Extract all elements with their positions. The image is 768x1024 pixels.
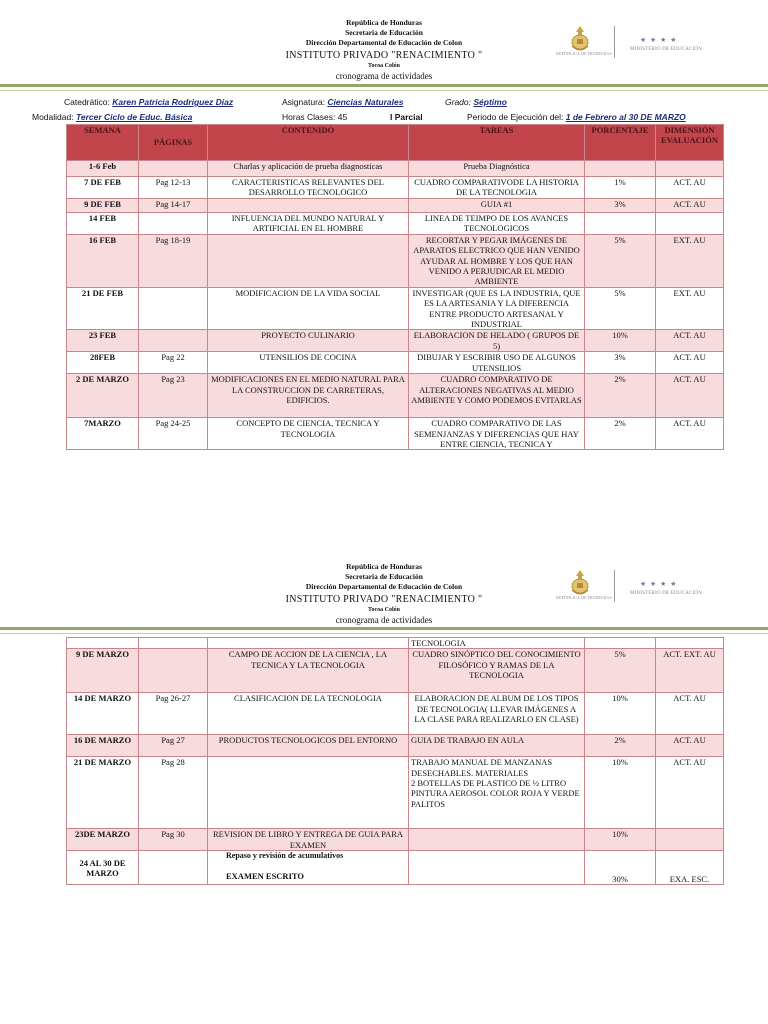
pages-cell: Pag 22 [139,352,208,374]
city-text: Tocoa Colón [368,607,400,613]
content-cell: INFLUENCIA DEL MUNDO NATURAL Y ARTIFICIAL EN EL HOMBRE [208,213,409,235]
week-cell: 21 DE FEB [67,287,139,329]
evaluation-cell: ACT. AU [656,352,724,374]
doc-title: cronograma de actividades [335,71,433,81]
percent-cell: 5% [585,287,656,329]
week-cell: 23DE MARZO [67,829,139,851]
content-cell [208,757,409,829]
col-evaluation: DIMENSIÓN EVALUACIÓN [656,125,724,161]
evaluation-cell: ACT. AU [656,735,724,757]
table-row [67,213,724,235]
tasks-cell: CUADRO COMPARATIVODE LA HISTORIA DE LA TECNOLOGIA [409,177,585,199]
period-value: 1 de Febrero al 30 DE MARZO [565,112,686,122]
percent-cell: 10% [585,757,656,829]
tasks-cell: RECORTAR Y PEGAR IMÁGENES DE APARATOS ELECTRICO QUE HAN VENIDO AYUDAR AL HOMBRE Y LOS QUE HAN VENIDO A PERJUDICAR EL MEDIO AMBIENTE [409,235,585,288]
week-cell: 14 FEB [67,213,139,235]
table-row [67,829,724,851]
direction-text: Dirección Departamental de Educación de Colon [305,582,463,591]
subject-name: Ciencias Naturales [327,97,404,107]
page-header-1 [0,14,768,110]
table-row [67,851,724,885]
week-cell: 16 DE MARZO [67,735,139,757]
crest-caption: REPÚBLICA DE HONDURAS [556,51,612,56]
evaluation-cell: EXT. AU [656,287,724,329]
evaluation-cell: ACT. AU [656,330,724,352]
table-row [67,649,724,693]
hours-info: Horas Clases: 45 [282,112,348,122]
review-text: Repaso y revisión de acumulativos [226,851,344,861]
percent-cell: 10% [585,693,656,735]
pages-cell: Pag 12-13 [139,177,208,199]
doc-title: cronograma de actividades [335,615,433,625]
content-cell: PRODUCTOS TECNOLOGICOS DEL ENTORNO [208,735,409,757]
week-cell: 7 DE FEB [67,177,139,199]
evaluation-cell: EXA. ESC. [656,851,724,885]
pages-cell: Pag 14-17 [139,199,208,213]
header-subrule-1 [0,90,768,91]
secretary-text: Secretaria de Educación [345,28,423,37]
ministry-text: MINISTERIO DE EDUCACIÓN [629,47,703,52]
crest-caption: REPÚBLICA DE HONDURAS [556,595,612,600]
col-tasks: TAREAS [409,125,585,161]
percent-cell [585,213,656,235]
content-cell: CAMPO DE ACCION DE LA CIENCIA , LA TECNICA Y LA TECNOLOGIA [208,649,409,693]
table-row [67,177,724,199]
republic-text: República de Honduras [346,562,422,571]
header-rule-2 [0,627,768,630]
week-cell: 7MARZO [67,418,139,450]
col-percent: PORCENTAJE [585,125,656,161]
table-row [67,235,724,288]
ministry-stars: ★ ★ ★ ★ [640,36,678,44]
pages-cell: Pag 23 [139,374,208,418]
evaluation-cell: ACT. AU [656,199,724,213]
pages-cell: Pag 24-25 [139,418,208,450]
content-cell: Charlas y aplicación de prueba diagnosticas [208,161,409,177]
grade-value: Séptimo [473,97,507,107]
week-cell: 21 DE MARZO [67,757,139,829]
percent-cell: 2% [585,418,656,450]
tasks-cell: LINEA DE TEIMPO DE LOS AVANCES TECNOLOGICOS [409,213,585,235]
pages-cell [139,330,208,352]
content-cell: UTENSILIOS DE COCINA [208,352,409,374]
schedule-table-2 [66,637,724,885]
city-text: Tocoa Colón [368,63,400,69]
ministry-text: MINISTERIO DE EDUCACIÓN [629,591,703,596]
percent-cell: 5% [585,235,656,288]
pages-cell: Pag 26-27 [139,693,208,735]
week-cell: 28FEB [67,352,139,374]
content-cell: CONCEPTO DE CIENCIA, TECNICA Y TECNOLOGIA [208,418,409,450]
evaluation-cell: ACT. EXT. AU [656,649,724,693]
evaluation-cell [656,213,724,235]
pages-cell [139,851,208,885]
week-cell: 14 DE MARZO [67,693,139,735]
week-cell: 23 FEB [67,330,139,352]
continued-task-text: TECNOLOGIA [409,638,585,649]
percent-cell: 3% [585,352,656,374]
percent-cell: 10% [585,330,656,352]
content-cell: PROYECTO CULINARIO [208,330,409,352]
content-cell: CLASIFICACION DE LA TECNOLOGIA [208,693,409,735]
tasks-cell: INVESTIGAR (QUE ES LA INDUSTRIA, QUE ES LA ARTESANIA Y LA DIFERENCIA ENTRE PRODUCTO ARTESANAL Y INDUSTRIAL [409,287,585,329]
evaluation-cell: ACT. AU [656,693,724,735]
week-cell: 16 FEB [67,235,139,288]
percent-cell: 1% [585,177,656,199]
table-row [67,693,724,735]
col-content: CONTENIDO [208,125,409,161]
tasks-cell [409,851,585,885]
evaluation-cell: ACT. AU [656,374,724,418]
subject-info: Asignatura: Ciencias Naturales [282,97,404,107]
table-row [67,352,724,374]
col-pages: PÁGINAS [139,125,208,161]
teacher-name: Karen Patricia Rodriguez Diaz [112,97,234,107]
percent-cell: 30% [585,851,656,885]
content-cell: MODIFICACIONES EN EL MEDIO NATURAL PARA LA CONSTRUCCION DE CARRETERAS, EDIFICIOS. [208,374,409,418]
pages-cell: Pag 28 [139,757,208,829]
table-row [67,287,724,329]
pages-cell: Pag 27 [139,735,208,757]
institute-title: INSTITUTO PRIVADO "RENACIMIENTO " [285,594,483,605]
tasks-cell: TRABAJO MANUAL DE MANZANAS DESECHABLES. MATERIALES 2 BOTELLAS DE PLASTICO DE ½ LITRO PINTURA AEROSOL COLOR ROJA Y VERDE PALITOS [409,757,585,829]
week-cell: 9 DE FEB [67,199,139,213]
period-info: Periodo de Ejecución del: 1 de Febrero al 30 DE MARZO [467,112,686,122]
week-cell: 2 DE MARZO [67,374,139,418]
col-week: SEMANA [67,125,139,161]
pages-cell: Pag 30 [139,829,208,851]
evaluation-cell [656,161,724,177]
evaluation-cell: ACT. AU [656,757,724,829]
content-cell: REVISION DE LIBRO Y ENTREGA DE GUIA PARA EXAMEN [208,829,409,851]
header-rule-1 [0,84,768,87]
tasks-cell [409,829,585,851]
tasks-cell: ELABORACION DE HELADO ( GRUPOS DE 5) [409,330,585,352]
tasks-cell: ELABORACION DE ALBUM DE LOS TIPOS DE TECNOLOGIA( LLEVAR IMÁGENES A LA CLASE PARA REALIZARLO EN CLASE) [409,693,585,735]
content-cell [208,235,409,288]
pages-cell [139,287,208,329]
pages-cell [139,161,208,177]
header-divider [614,570,615,602]
percent-cell: 3% [585,199,656,213]
table-row [67,199,724,213]
mode-value: Tercer Ciclo de Educ. Básica [75,112,193,122]
table-row [67,418,724,450]
secretary-text: Secretaria de Educación [345,572,423,581]
pages-cell: Pag 18-19 [139,235,208,288]
evaluation-cell: ACT. AU [656,177,724,199]
schedule-table-1 [66,124,724,450]
week-cell: 1-6 Feb [67,161,139,177]
content-cell: CARACTERISTICAS RELEVANTES DEL DESARROLLO TECNOLOGICO [208,177,409,199]
evaluation-cell [656,829,724,851]
mode-info: Modalidad: Tercer Ciclo de Educ. Básica [32,112,193,122]
tasks-cell: CUADRO COMPARATIVO DE ALTERACIONES NEGATIVAS AL MEDIO AMBIENTE Y COMO PODEMOS EVITARLAS [409,374,585,418]
tasks-cell: CUADRO SINÓPTICO DEL CONOCIMIENTO FILOSÓFICO Y RAMAS DE LA TECNOLOGIA [409,649,585,693]
content-cell [208,199,409,213]
grade-info: Grado: Séptimo [445,97,507,107]
table-row [67,735,724,757]
percent-cell: 2% [585,374,656,418]
percent-cell: 10% [585,829,656,851]
table-row [67,757,724,829]
pages-cell [139,213,208,235]
content-cell [208,851,409,885]
percent-cell [585,161,656,177]
tasks-cell: Prueba Diagnóstica [409,161,585,177]
percent-cell: 5% [585,649,656,693]
week-cell: 24 AL 30 DE MARZO [67,851,139,885]
exam-text: EXAMEN ESCRITO [226,871,305,882]
partial-info: I Parcial [390,112,423,122]
pages-cell [139,649,208,693]
direction-text: Dirección Departamental de Educación de Colon [305,38,463,47]
evaluation-cell: EXT. AU [656,235,724,288]
tasks-cell: GUIA #1 [409,199,585,213]
table-row [67,161,724,177]
tasks-cell: CUADRO COMPARATIVO DE LAS SEMENJANZAS Y DIFERENCIAS QUE HAY ENTRE CIENCIA, TECNICA Y [409,418,585,450]
ministry-stars: ★ ★ ★ ★ [640,580,678,588]
percent-cell: 2% [585,735,656,757]
tasks-cell: GUIA DE TRABAJO EN AULA [409,735,585,757]
table-row [67,374,724,418]
table-row [67,330,724,352]
week-cell: 9 DE MARZO [67,649,139,693]
republic-text: República de Honduras [346,18,422,27]
tasks-cell: DIBUJAR Y ESCRIBIR USO DE ALGUNOS UTENSILIOS [409,352,585,374]
teacher-info: Catedrático: Karen Patricia Rodriguez Diaz [64,97,234,107]
header-divider [614,26,615,58]
institute-title: INSTITUTO PRIVADO "RENACIMIENTO " [285,50,483,61]
content-cell: MODIFICACION DE LA VIDA SOCIAL [208,287,409,329]
header-subrule-2 [0,633,768,634]
evaluation-cell: ACT. AU [656,418,724,450]
